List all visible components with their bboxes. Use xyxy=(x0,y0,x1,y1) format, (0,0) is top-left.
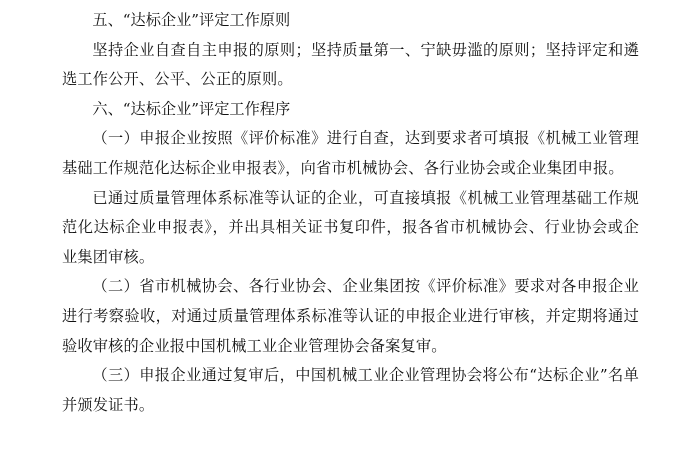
paragraph-procedure-one-note: 已通过质量管理体系标准等认证的企业，可直接填报《机械工业管理基础工作规范化达标企业申报表》，并出具相关证书复印件，报各省市机械协会、行业协会或企业集团审核。 xyxy=(62,188,639,266)
section-heading-five: 五、“达标企业”评定工作原则 xyxy=(92,11,291,29)
paragraph-principles: 坚持企业自查自主申报的原则；坚持质量第一、宁缺毋滥的原则；坚持评定和遴选工作公开、公平、公正的原则。 xyxy=(62,40,639,89)
paragraph-procedure-two: （二）省市机械协会、各行业协会、企业集团按《评价标准》要求对各申报企业进行考察验收，对通过质量管理体系标准等认证的申报企业进行审核，并定期将通过验收审核的企业报中国机械工业企业管理协会备案复审。 xyxy=(62,277,639,355)
paragraph-procedure-three: （三）申报企业通过复审后，中国机械工业企业管理协会将公布“达标企业”名单并颁发证书。 xyxy=(62,366,639,414)
section-heading-six: 六、“达标企业”评定工作程序 xyxy=(92,99,291,118)
paragraph-procedure-one: （一）申报企业按照《评价标准》进行自查，达到要求者可填报《机械工业管理基础工作规范化达标企业申报表》，向省市机械协会、各行业协会或企业集团申报。 xyxy=(62,129,639,177)
